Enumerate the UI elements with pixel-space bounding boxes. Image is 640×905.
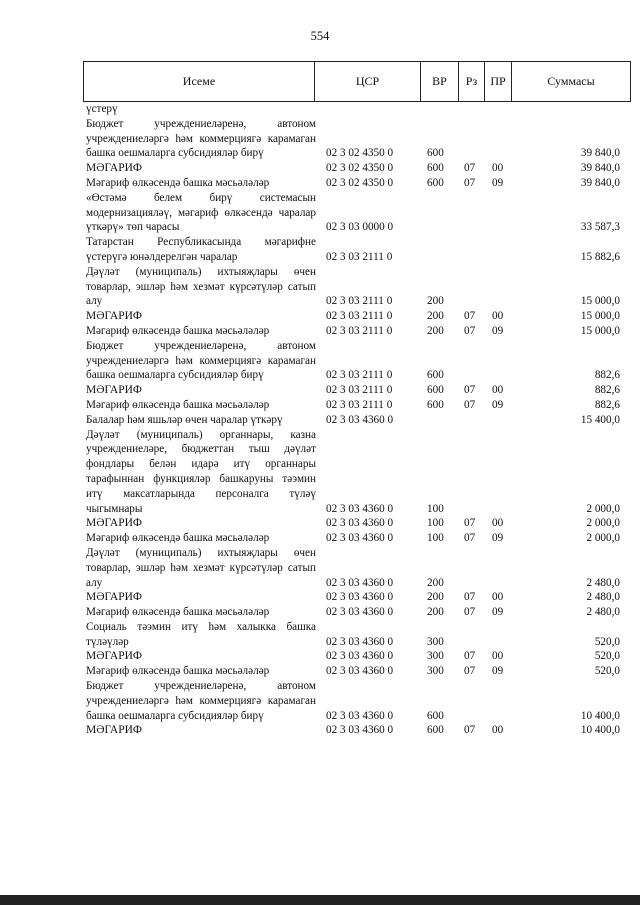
row-csr: 02 3 02 4350 0 — [326, 147, 394, 160]
table-row — [0, 324, 640, 339]
row-sum: 2 000,0 — [586, 517, 620, 530]
row-vr: 600 — [427, 147, 444, 160]
row-csr: 02 3 03 4360 0 — [326, 517, 394, 530]
row-rz: 07 — [464, 176, 476, 189]
row-csr: 02 3 03 4360 0 — [326, 413, 394, 426]
row-sum: 2 480,0 — [586, 576, 620, 589]
row-name: Социаль тәэмин итү һәм халыкка башка түләүләр — [86, 620, 316, 648]
row-csr: 02 3 03 4360 0 — [326, 709, 394, 722]
header-rz: Рз — [458, 62, 484, 101]
row-sum: 520,0 — [594, 635, 620, 648]
table-row — [0, 265, 640, 309]
header-name: Исеме — [182, 74, 216, 88]
row-sum: 10 400,0 — [580, 709, 620, 722]
row-csr: 02 3 03 2111 0 — [326, 384, 393, 397]
row-csr: 02 3 02 4350 0 — [326, 162, 394, 175]
row-rz: 07 — [464, 665, 476, 678]
table-row — [0, 428, 640, 517]
row-vr: 600 — [427, 162, 444, 175]
table-body — [0, 102, 640, 738]
row-name: МӘГАРИФ — [86, 384, 143, 397]
row-vr: 600 — [427, 176, 444, 189]
row-csr: 02 3 03 0000 0 — [326, 221, 394, 234]
header-pr: ПР — [484, 62, 511, 101]
row-name: МӘГАРИФ — [86, 650, 143, 663]
row-pr: 00 — [492, 517, 504, 530]
table-row — [0, 605, 640, 620]
row-sum: 2 000,0 — [586, 502, 620, 515]
row-name: Мәгариф өлкәсендә башка мәсьәләләр — [86, 324, 270, 337]
row-sum: 2 480,0 — [586, 606, 620, 619]
row-vr: 600 — [427, 398, 444, 411]
row-name: МӘГАРИФ — [86, 517, 143, 530]
row-rz: 07 — [464, 162, 476, 175]
row-pr: 09 — [492, 398, 504, 411]
table-row — [0, 620, 640, 650]
row-rz: 07 — [464, 591, 476, 604]
row-name: Бюджет учреждениеләренә, автоном учреждениеләргә һәм коммерциягә карамаган башка оешмаларга субсидияләр бирү — [86, 339, 316, 382]
row-sum: 39 840,0 — [580, 147, 620, 160]
row-rz: 07 — [464, 724, 476, 737]
row-csr: 02 3 03 2111 0 — [326, 310, 393, 323]
row-rz: 07 — [464, 384, 476, 397]
row-rz: 07 — [464, 532, 476, 545]
row-name: Мәгариф өлкәсендә башка мәсьәләләр — [86, 606, 270, 619]
row-pr: 00 — [492, 650, 504, 663]
row-name: Дәүләт (муниципаль) ихтыяҗлары өчен товарлар, эшләр һәм хезмәт күрсәтүләр сатып алу — [86, 546, 316, 589]
row-pr: 09 — [492, 176, 504, 189]
table-row — [0, 531, 640, 546]
row-sum: 15 000,0 — [580, 310, 620, 323]
row-csr: 02 3 03 4360 0 — [326, 635, 394, 648]
row-name: Мәгариф өлкәсендә башка мәсьәләләр — [86, 176, 270, 189]
row-vr: 300 — [427, 665, 444, 678]
header-sum: Суммасы — [511, 62, 630, 101]
row-csr: 02 3 03 2111 0 — [326, 250, 393, 263]
row-name: МӘГАРИФ — [86, 310, 143, 323]
row-rz: 07 — [464, 324, 476, 337]
row-pr: 00 — [492, 310, 504, 323]
row-csr: 02 3 03 2111 0 — [326, 324, 393, 337]
row-name: Бюджет учреждениеләренә, автоном учреждениеләргә һәм коммерциягә карамаган башка оешмаларга субсидияләр бирү — [86, 680, 316, 722]
row-csr: 02 3 03 4360 0 — [326, 532, 394, 545]
row-name: «Өстәмә белем бирү системасын модернизацияләү, мәгариф өлкәсендә чаралар үткәрү» төп чарасы — [86, 191, 316, 234]
table-row — [0, 117, 640, 161]
row-sum: 2 480,0 — [586, 591, 620, 604]
row-name: Дәүләт (муниципаль) ихтыяҗлары өчен товарлар, эшләр һәм хезмәт күрсәтүләр сатып алу — [86, 265, 316, 308]
row-sum: 15 000,0 — [580, 295, 620, 308]
row-sum: 10 400,0 — [580, 724, 620, 737]
row-vr: 100 — [427, 517, 444, 530]
table-header — [83, 61, 631, 102]
row-vr: 200 — [427, 295, 444, 308]
row-pr: 09 — [492, 606, 504, 619]
row-name: Мәгариф өлкәсендә башка мәсьәләләр — [86, 665, 270, 678]
row-rz: 07 — [464, 650, 476, 663]
row-pr: 09 — [492, 532, 504, 545]
row-pr: 09 — [492, 324, 504, 337]
row-pr: 00 — [492, 724, 504, 737]
row-name: Балалар һәм яшьләр өчен чаралар үткәрү — [86, 413, 283, 426]
row-csr: 02 3 03 4360 0 — [326, 502, 394, 515]
row-csr: 02 3 03 2111 0 — [326, 295, 393, 308]
table-row — [0, 339, 640, 383]
row-name: МӘГАРИФ — [86, 724, 143, 737]
row-vr: 600 — [427, 724, 444, 737]
table-row — [0, 383, 640, 398]
row-rz: 07 — [464, 398, 476, 411]
row-pr: 09 — [492, 665, 504, 678]
row-vr: 300 — [427, 635, 444, 648]
row-sum: 882,6 — [594, 384, 620, 397]
row-csr: 02 3 03 4360 0 — [326, 650, 394, 663]
table-row — [0, 516, 640, 531]
table-row — [0, 649, 640, 664]
table-row — [0, 102, 640, 117]
row-vr: 100 — [427, 532, 444, 545]
row-name: МӘГАРИФ — [86, 162, 143, 175]
row-csr: 02 3 03 4360 0 — [326, 591, 394, 604]
row-vr: 200 — [427, 606, 444, 619]
row-csr: 02 3 03 2111 0 — [326, 398, 393, 411]
page-number: 554 — [310, 29, 330, 43]
row-vr: 600 — [427, 384, 444, 397]
table-row — [0, 176, 640, 191]
table-row — [0, 309, 640, 324]
row-vr: 600 — [427, 709, 444, 722]
row-pr: 00 — [492, 162, 504, 175]
row-rz: 07 — [464, 310, 476, 323]
table-row — [0, 723, 640, 738]
row-vr: 600 — [427, 369, 444, 382]
row-pr: 00 — [492, 591, 504, 604]
row-vr: 200 — [427, 576, 444, 589]
row-sum: 15 400,0 — [580, 413, 620, 426]
row-sum: 39 840,0 — [580, 176, 620, 189]
row-name: МӘГАРИФ — [86, 591, 143, 604]
table-row — [0, 161, 640, 176]
row-sum: 882,6 — [594, 369, 620, 382]
table-row — [0, 590, 640, 605]
row-rz: 07 — [464, 517, 476, 530]
row-csr: 02 3 03 4360 0 — [326, 606, 394, 619]
row-name: Дәүләт (муниципаль) органнары, казна учреждениеләре, бюджеттан тыш дәүләт фондлары белән идарә итү органнары тарафыннан функцияләр башкаруны тәэмин итү максатларында персоналга түләү чыгымнары — [86, 428, 316, 515]
row-name: Мәгариф өлкәсендә башка мәсьәләләр — [86, 532, 270, 545]
row-vr: 100 — [427, 502, 444, 515]
row-sum: 520,0 — [594, 665, 620, 678]
table-row — [0, 191, 640, 235]
row-sum: 882,6 — [594, 398, 620, 411]
row-csr: 02 3 03 4360 0 — [326, 665, 394, 678]
table-row — [0, 413, 640, 428]
row-vr: 200 — [427, 324, 444, 337]
row-sum: 15 000,0 — [580, 324, 620, 337]
row-name: Бюджет учреждениеләренә, автоном учреждениеләргә һәм коммерциягә карамаган башка оешмаларга субсидияләр бирү — [86, 117, 316, 160]
row-sum: 39 840,0 — [580, 162, 620, 175]
row-name: Татарстан Республикасында мәгарифне үстерүгә юнәлдерелгән чаралар — [86, 236, 316, 263]
row-sum: 2 000,0 — [586, 532, 620, 545]
row-csr: 02 3 03 2111 0 — [326, 369, 393, 382]
table-row — [0, 398, 640, 413]
row-vr: 300 — [427, 650, 444, 663]
bottom-border — [0, 895, 640, 905]
table-row — [0, 235, 640, 265]
header-csr: ЦСР — [314, 62, 420, 101]
row-csr: 02 3 03 4360 0 — [326, 576, 394, 589]
row-vr: 200 — [427, 591, 444, 604]
table-row — [0, 664, 640, 679]
row-sum: 520,0 — [594, 650, 620, 663]
row-sum: 33 587,3 — [580, 221, 620, 234]
row-csr: 02 3 02 4350 0 — [326, 176, 394, 189]
table-row — [0, 679, 640, 723]
row-sum: 15 882,6 — [580, 250, 620, 263]
row-name: Мәгариф өлкәсендә башка мәсьәләләр — [86, 398, 270, 411]
row-vr: 200 — [427, 310, 444, 323]
row-csr: 02 3 03 4360 0 — [326, 724, 394, 737]
row-name: үстерү — [86, 103, 118, 115]
table-row — [0, 546, 640, 590]
header-vr: ВР — [420, 62, 458, 101]
row-rz: 07 — [464, 606, 476, 619]
row-pr: 00 — [492, 384, 504, 397]
